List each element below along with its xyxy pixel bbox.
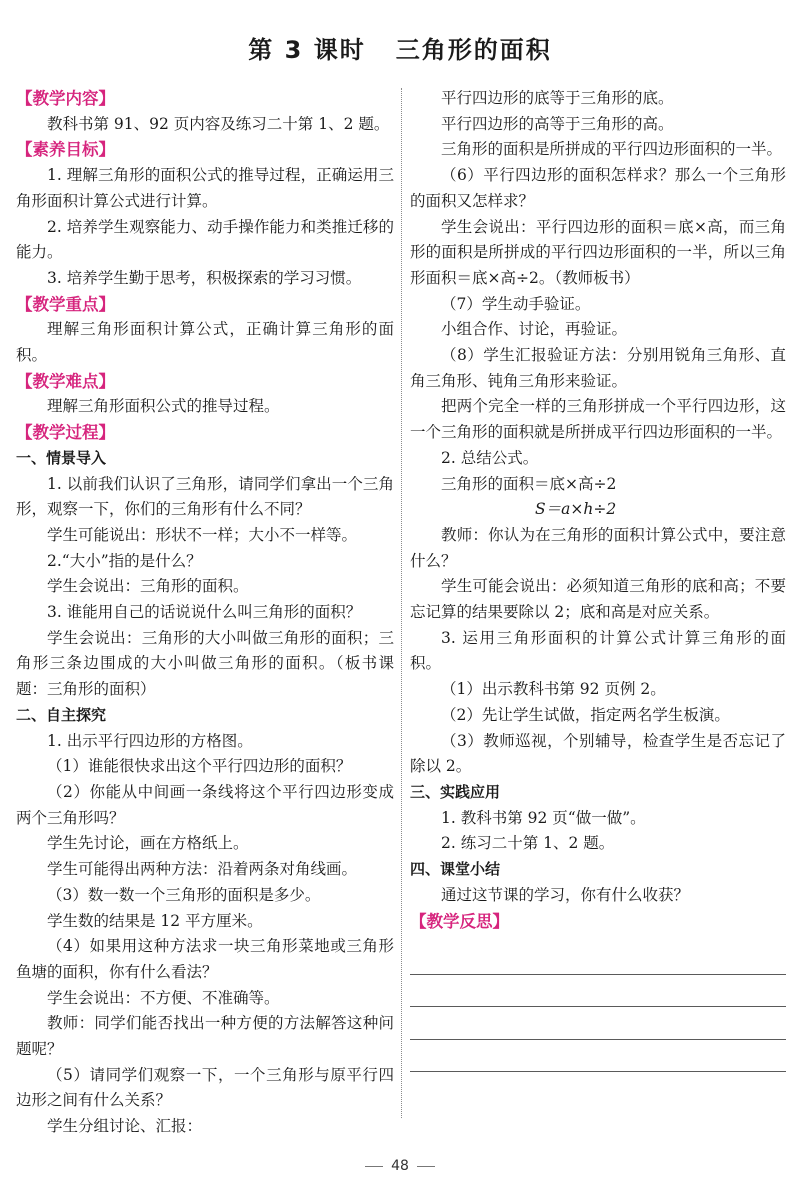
section-heading: 二、自主探究: [16, 705, 107, 724]
paragraph: 学生可能得出两种方法：沿着两条对角线画。: [47, 860, 358, 879]
section-heading: 一、情景导入: [16, 448, 107, 467]
paragraph: 平行四边形的底等于三角形的底。: [441, 89, 674, 107]
paragraph: 学生可能说出：形状不一样；大小不一样等。: [47, 525, 358, 544]
paragraph: 学生会说出：三角形的面积。: [47, 577, 249, 596]
paragraph: （1）出示教科书第 92 页例 2。: [441, 680, 666, 699]
reflection-heading: 【教学反思】: [410, 911, 509, 931]
paragraph: 学生数的结果是 12 平方厘米。: [47, 911, 263, 930]
paragraph: 三角形的面积是所拼成的平行四边形面积的一半。: [441, 140, 783, 159]
paragraph: 1. 教科书第 92 页“做一做”。: [441, 808, 646, 827]
paragraph: 把两个完全一样的三角形拼成一个平行四边形，这一个三角形的面积就是所拼成平行四边形面积的一半。: [410, 397, 786, 442]
lesson-title: 三角形的面积: [395, 36, 552, 64]
page-title: [0, 30, 800, 65]
paragraph: （5）请同学们观察一下，一个三角形与原平行四边形之间有什么关系？: [16, 1065, 394, 1110]
paragraph: 学生会说出：不方便、不准确等。: [47, 988, 280, 1007]
key-point-text: 理解三角形面积计算公式，正确计算三角形的面积。: [16, 320, 394, 365]
formula-text: 三角形的面积＝底×高÷2: [441, 474, 617, 493]
column-divider: [401, 88, 402, 1118]
paragraph: （2）你能从中间画一条线将这个平行四边形变成两个三角形吗？: [16, 782, 394, 827]
goal-item: 3. 培养学生勤于思考，积极探索的学习习惯。: [47, 268, 362, 287]
section-heading: 四、课堂小结: [410, 860, 501, 879]
paragraph: 学生分组讨论、汇报：: [47, 1117, 203, 1136]
goal-item: 1. 理解三角形的面积公式的推导过程，正确运用三角形面积计算公式进行计算。: [16, 166, 394, 210]
paragraph: 学生会说出：平行四边形的面积＝底×高，而三角形的面积是所拼成的平行四边形面积的一半，所以三角形面积＝底×高÷2。（教师板书）: [410, 217, 786, 287]
paragraph: （8）学生汇报验证方法：分别用锐角三角形、直角三角形、钝角三角形来验证。: [410, 346, 786, 390]
paragraph: （4）如果用这种方法求一块三角形菜地或三角形鱼塘的面积，你有什么看法？: [16, 937, 394, 981]
paragraph: （7）学生动手验证。: [441, 294, 591, 313]
left-column: [16, 86, 394, 1140]
reflection-writing-lines: [410, 942, 786, 1072]
paragraph: 1. 以前我们认识了三角形，请同学们拿出一个三角形，观察一下，你们的三角形有什么不同？: [16, 474, 394, 519]
paragraph: 平行四边形的高等于三角形的高。: [441, 114, 674, 133]
key-point-heading: 【教学重点】: [16, 294, 115, 314]
paragraph: 2. 练习二十第 1、2 题。: [441, 834, 615, 853]
paragraph: 小组合作、讨论，再验证。: [441, 320, 628, 339]
page-number: 48: [0, 1158, 800, 1174]
paragraph: 3. 运用三角形面积的计算公式计算三角形的面积。: [410, 628, 786, 673]
teaching-content-text: 教科书第 91、92 页内容及练习二十第 1、2 题。: [47, 114, 390, 133]
process-heading: 【教学过程】: [16, 423, 115, 443]
difficulty-text: 理解三角形面积公式的推导过程。: [47, 397, 280, 416]
paragraph: （3）数一数一个三角形的面积是多少。: [47, 885, 321, 904]
paragraph: （6）平行四边形的面积怎样求？那么一个三角形的面积又怎样求？: [410, 166, 786, 210]
lesson-number: 第 3 课时: [248, 36, 366, 64]
paragraph: （3）教师巡视，个别辅导，检查学生是否忘记了除以 2。: [410, 731, 786, 776]
paragraph: 教师：你认为在三角形的面积计算公式中，要注意什么？: [410, 525, 786, 570]
paragraph: 2.“大小”指的是什么？: [47, 551, 202, 570]
goal-item: 2. 培养学生观察能力、动手操作能力和类推迁移的能力。: [16, 217, 394, 262]
paragraph: 学生先讨论，画在方格纸上。: [47, 834, 249, 853]
right-column: [410, 86, 786, 1072]
paragraph: （2）先让学生试做，指定两名学生板演。: [441, 705, 730, 724]
paragraph: 学生会说出：三角形的大小叫做三角形的面积；三角形三条边围成的大小叫做三角形的面积。（板书课题：三角形的面积）: [16, 628, 394, 699]
goals-heading: 【素养目标】: [16, 140, 115, 160]
formula-symbolic: S＝a×h÷2: [535, 500, 617, 519]
writing-line: [410, 942, 786, 975]
writing-line: [410, 1007, 786, 1040]
paragraph: 教师：同学们能否找出一种方便的方法解答这种问题呢？: [16, 1014, 394, 1059]
paragraph: 3. 谁能用自己的话说说什么叫三角形的面积？: [47, 603, 362, 622]
writing-line: [410, 1040, 786, 1073]
section-heading: 三、实践应用: [410, 782, 501, 801]
writing-line: [410, 975, 786, 1008]
teaching-content-heading: 【教学内容】: [16, 89, 115, 108]
paragraph: 2. 总结公式。: [441, 448, 539, 467]
difficulty-heading: 【教学难点】: [16, 371, 115, 391]
paragraph: 1. 出示平行四边形的方格图。: [47, 731, 253, 750]
paragraph: 通过这节课的学习，你有什么收获？: [441, 885, 690, 904]
paragraph: （1）谁能很快求出这个平行四边形的面积？: [47, 757, 352, 776]
paragraph: 学生可能会说出：必须知道三角形的底和高；不要忘记算的结果要除以 2；底和高是对应关系。: [410, 577, 786, 622]
